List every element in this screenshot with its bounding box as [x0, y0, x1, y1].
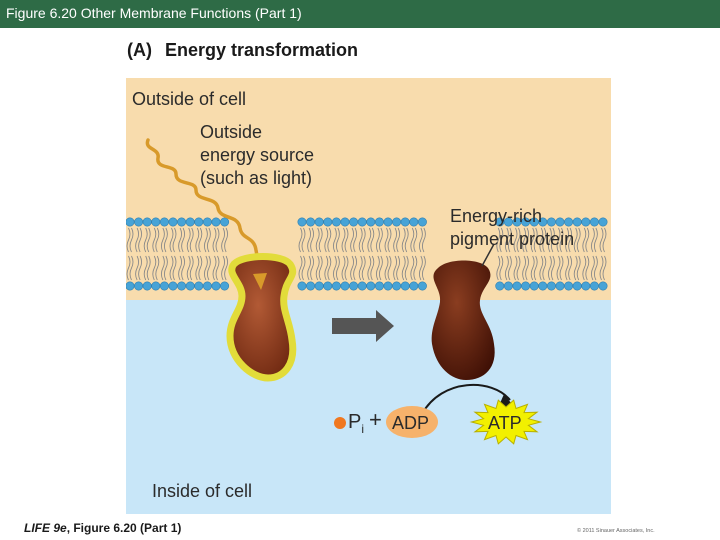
- lipid-head: [349, 282, 357, 290]
- lipid-head: [341, 282, 349, 290]
- lipid-head: [324, 282, 332, 290]
- lipid-head: [539, 282, 547, 290]
- lipid-head: [358, 282, 366, 290]
- panel-label: (A): [127, 40, 152, 60]
- energy-source-line-1: Outside: [200, 122, 263, 142]
- lipid-head: [169, 282, 177, 290]
- lipid-head: [143, 218, 151, 226]
- slide-title: Figure 6.20 Other Membrane Functions (Part 1): [6, 5, 302, 21]
- outside-of-cell-label: Outside of cell: [132, 89, 247, 109]
- lipid-head: [332, 218, 340, 226]
- lipid-head: [306, 282, 314, 290]
- lipid-head: [324, 218, 332, 226]
- lipid-head: [564, 282, 572, 290]
- lipid-head: [367, 282, 375, 290]
- lipid-head: [375, 282, 383, 290]
- lipid-head: [599, 218, 607, 226]
- lipid-head: [358, 218, 366, 226]
- energy-source-line-3: (such as light): [200, 168, 313, 188]
- lipid-head: [513, 282, 521, 290]
- inside-of-cell-label: Inside of cell: [152, 481, 253, 501]
- lipid-head: [496, 282, 504, 290]
- lipid-head: [392, 282, 400, 290]
- pi-subscript: i: [361, 422, 365, 436]
- lipid-head: [384, 282, 392, 290]
- lipid-head: [418, 218, 426, 226]
- lipid-head: [573, 218, 581, 226]
- atp-label: ATP: [488, 413, 522, 433]
- lipid-head: [384, 218, 392, 226]
- lipid-head: [152, 282, 160, 290]
- lipid-head: [564, 218, 572, 226]
- lipid-head: [332, 282, 340, 290]
- lipid-head: [401, 218, 409, 226]
- energy-source-line-2: energy source: [200, 145, 315, 165]
- credit-figure: , Figure 6.20 (Part 1): [66, 521, 182, 535]
- copyright-notice: © 2011 Sinauer Associates, Inc.: [577, 528, 655, 534]
- lipid-head: [134, 282, 142, 290]
- pigment-protein-energy-rich: [432, 261, 495, 381]
- lipid-head: [547, 218, 555, 226]
- lipid-head: [367, 218, 375, 226]
- lipid-head: [556, 282, 564, 290]
- lipid-head: [341, 218, 349, 226]
- lipid-head: [392, 218, 400, 226]
- lipid-head: [306, 218, 314, 226]
- lipid-head: [401, 282, 409, 290]
- header-bar: [0, 0, 720, 28]
- lipid-head: [315, 282, 323, 290]
- lipid-head: [212, 218, 220, 226]
- lipid-head: [186, 218, 194, 226]
- lipid-head: [298, 282, 306, 290]
- lipid-head: [169, 218, 177, 226]
- lipid-head: [220, 282, 228, 290]
- lipid-head: [126, 282, 134, 290]
- plus-sign: +: [369, 407, 382, 432]
- lipid-head: [134, 218, 142, 226]
- pigment-label-line-1: Energy-rich: [450, 206, 543, 226]
- lipid-head: [126, 218, 134, 226]
- lipid-head: [410, 282, 418, 290]
- pi-dot: [334, 417, 346, 429]
- lipid-head: [418, 282, 426, 290]
- lipid-head: [152, 218, 160, 226]
- lipid-head: [573, 282, 581, 290]
- lipid-head: [212, 282, 220, 290]
- lipid-head: [590, 218, 598, 226]
- pi-label: [348, 411, 364, 440]
- adp-label: ADP: [392, 413, 430, 433]
- lipid-head: [195, 282, 203, 290]
- lipid-head: [582, 282, 590, 290]
- diagram-canvas: [126, 78, 611, 514]
- lipid-head: [160, 218, 168, 226]
- lipid-head: [177, 218, 185, 226]
- lipid-head: [504, 282, 512, 290]
- outside-region: [126, 78, 611, 300]
- lipid-head: [177, 282, 185, 290]
- lipid-head: [203, 282, 211, 290]
- lipid-head: [547, 282, 555, 290]
- lipid-head: [315, 218, 323, 226]
- lipid-head: [160, 282, 168, 290]
- lipid-head: [582, 218, 590, 226]
- lipid-head: [521, 282, 529, 290]
- panel-title: Energy transformation: [165, 40, 359, 60]
- lipid-head: [195, 218, 203, 226]
- lipid-head: [375, 218, 383, 226]
- lipid-head: [143, 282, 151, 290]
- figure-credit: [24, 521, 181, 535]
- lipid-head: [220, 218, 228, 226]
- lipid-head: [590, 282, 598, 290]
- credit-book: LIFE 9e: [24, 521, 67, 535]
- lipid-head: [556, 218, 564, 226]
- pigment-label-line-2: pigment protein: [450, 229, 575, 249]
- lipid-head: [186, 282, 194, 290]
- pi-text: P: [348, 411, 362, 433]
- lipid-head: [530, 282, 538, 290]
- lipid-head: [203, 218, 211, 226]
- lipid-head: [298, 218, 306, 226]
- energy-transformation-diagram: [126, 78, 611, 514]
- lipid-head: [349, 218, 357, 226]
- lipid-head: [410, 218, 418, 226]
- lipid-head: [599, 282, 607, 290]
